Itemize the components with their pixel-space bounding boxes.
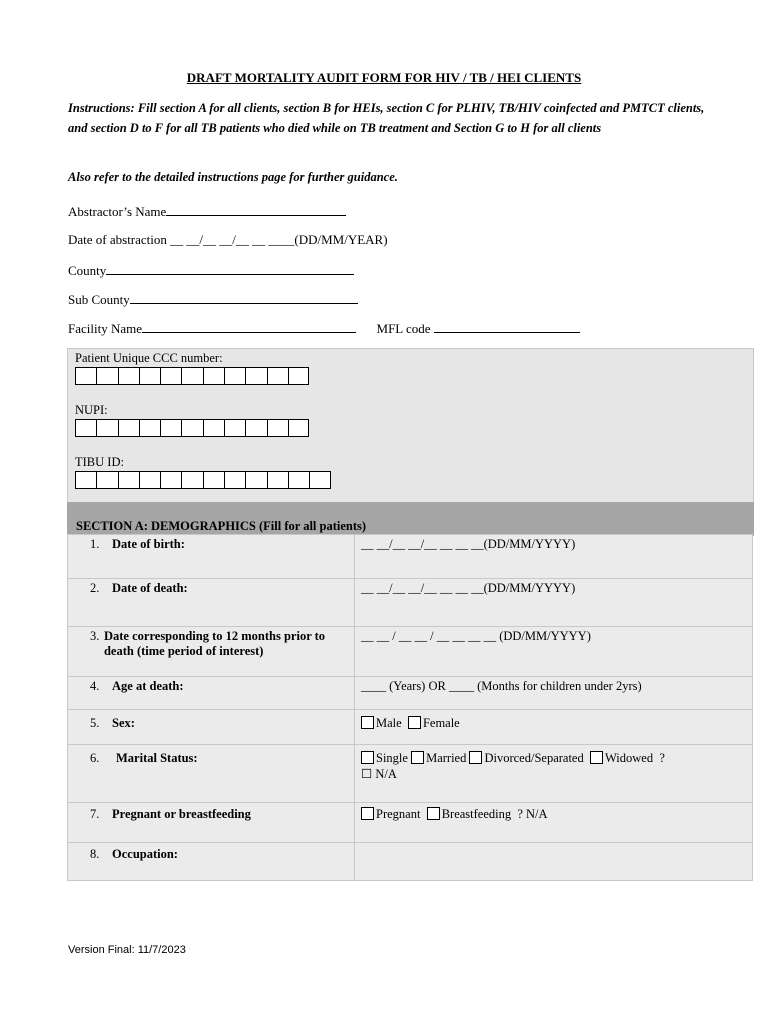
male-option: Male [376,716,402,730]
table-row [68,535,753,579]
table-row [68,843,753,881]
marital-answer [355,745,753,803]
divorced-checkbox[interactable] [469,751,482,764]
facility-name-field[interactable] [68,320,580,337]
refer-note: Also refer to the detailed instructions page for further guidance. [68,170,398,184]
dob-answer[interactable]: __ __/__ __/__ __ __ __(DD/MM/YYYY) [355,535,753,579]
period-answer[interactable]: __ __ / __ __ / __ __ __ __ (DD/MM/YYYY) [355,627,753,677]
table-row [68,579,753,627]
row-number: 2. [90,581,100,595]
sub-county-line[interactable] [130,291,358,304]
mfl-line[interactable] [434,320,580,333]
date-abstraction-label: Date of abstraction [68,232,167,247]
county-line[interactable] [106,262,354,275]
female-option: Female [422,716,460,730]
section-a-header [67,502,754,536]
facility-line[interactable] [142,320,356,333]
row-number: 6. [90,751,100,765]
age-label: Age at death: [112,679,184,693]
table-row [68,627,753,677]
nupi-boxes[interactable] [75,419,309,437]
table-row [68,803,753,843]
sub-county-label: Sub County [68,292,130,307]
age-answer[interactable]: ____ (Years) OR ____ (Months for children under 2yrs) [355,677,753,710]
abstractor-label: Abstractor’s Name [68,204,167,219]
sex-label: Sex: [112,716,135,730]
facility-label: Facility Name [68,321,143,336]
row-number: 4. [90,679,100,693]
ccc-number-boxes[interactable] [75,367,309,385]
period-label: Date corresponding to 12 months prior to death (time period of interest) [103,629,326,658]
row-number: 3. [90,629,100,643]
tibu-boxes[interactable] [75,471,331,489]
pregnant-na-option[interactable]: ? N/A [517,807,548,821]
demographics-table [67,534,753,881]
date-abstraction-field[interactable] [68,232,388,248]
table-row [68,745,753,803]
tibu-label: TIBU ID: [75,455,124,469]
pregnant-label: Pregnant or breastfeeding [112,807,251,821]
county-label: County [68,263,107,278]
table-row [68,677,753,710]
na-option[interactable]: ☐ N/A [361,767,397,781]
form-title: DRAFT MORTALITY AUDIT FORM FOR HIV / TB / HEI CLIENTS [186,70,582,85]
single-checkbox[interactable] [361,751,374,764]
sex-answer [355,710,753,745]
divorced-option: Divorced/Separated [484,751,584,765]
male-checkbox[interactable] [361,716,374,729]
breastfeeding-checkbox[interactable] [427,807,440,820]
occupation-answer[interactable] [355,843,753,881]
abstractor-name-field[interactable] [68,203,346,220]
table-row [68,710,753,745]
mfl-label: MFL code [376,321,431,336]
dod-label: Date of death: [112,581,188,595]
widowed-checkbox[interactable] [590,751,603,764]
abstractor-line[interactable] [166,203,346,216]
ccc-label: Patient Unique CCC number: [75,351,223,365]
marital-label: Marital Status: [116,751,198,765]
instructions-text: Instructions: Fill section A for all clients, section B for HEIs, section C for PLHIV, TB/HIV coinfected and PMTCT clients, and section D to F for all TB patients who died while on TB treatment and Section G to H for all clients [68,101,705,135]
county-field[interactable] [68,262,354,279]
single-option: Single [376,751,408,765]
row-number: 5. [90,716,100,730]
row-number: 8. [90,847,100,861]
pregnant-checkbox[interactable] [361,807,374,820]
section-a-heading: SECTION A: DEMOGRAPHICS (Fill for all patients) [76,519,367,533]
occupation-label: Occupation: [112,847,178,861]
date-abstraction-format: (DD/MM/YEAR) [294,232,388,247]
pregnant-answer [355,803,753,843]
breastfeeding-option: Breastfeeding [441,807,512,821]
patient-id-panel [67,348,754,504]
nupi-label: NUPI: [75,403,108,417]
widowed-option: Widowed [604,751,654,765]
dod-answer[interactable]: __ __/__ __/__ __ __ __(DD/MM/YYYY) [355,579,753,627]
row-number: 7. [90,807,100,821]
date-abstraction-blank[interactable]: __ __/__ __/__ __ ____ [170,232,295,247]
widowed-suffix: ? [659,751,665,765]
married-checkbox[interactable] [411,751,424,764]
version-footer: Version Final: 11/7/2023 [68,944,186,956]
married-option: Married [426,751,467,765]
female-checkbox[interactable] [408,716,421,729]
pregnant-option: Pregnant [376,807,421,821]
dob-label: Date of birth: [112,537,185,551]
row-number: 1. [90,537,100,551]
sub-county-field[interactable] [68,291,358,308]
